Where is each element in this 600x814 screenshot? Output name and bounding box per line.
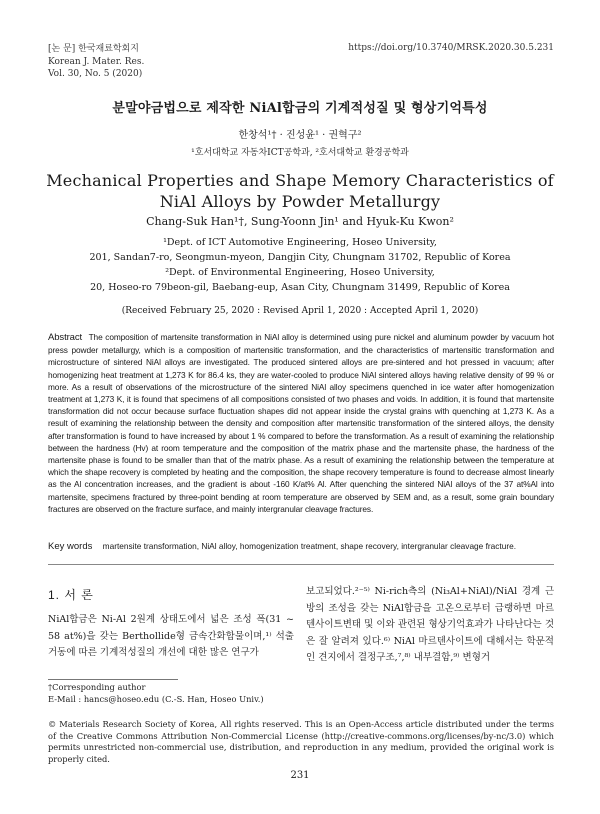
english-title-line: Mechanical Properties and Shape Memory Characteristics of — [46, 171, 554, 190]
english-authors: Chang-Suk Han¹†, Sung-Yoonn Jin¹ and Hyuk-Ku Kwon² — [146, 215, 454, 228]
affiliation-line: 201, Sandan7-ro, Seongmun-myeon, Dangjin City, Chungnam 31702, Republic of Korea — [89, 252, 511, 263]
section-divider — [48, 564, 554, 565]
corresponding-author: †Corresponding author — [48, 682, 146, 692]
section-title: 1. 서 론 — [48, 588, 94, 602]
korean-affiliation: ¹호서대학교 자동차ICT공학과, ²호서대학교 환경공학과 — [191, 148, 409, 158]
author-email: E-Mail : hancs@hoseo.edu (C.-S. Han, Hoseo Univ.) — [48, 693, 264, 704]
journal-category: [논 문] 한국재료학회지 — [48, 44, 139, 54]
doi-link[interactable]: https://doi.org/10.3740/MRSK.2020.30.5.231 — [348, 43, 554, 53]
affiliation-line: ²Dept. of Environmental Engineering, Hoseo University, — [165, 267, 435, 278]
affiliation-line: 20, Hoseo-ro 79beon-gil, Baebang-eup, Asan City, Chungnam 31499, Republic of Korea — [90, 282, 510, 293]
english-title — [0, 170, 600, 212]
journal-header — [48, 43, 144, 81]
footnote-block — [48, 682, 554, 705]
body-left-column: NiAl합금은 Ni-Al 2원계 상태도에서 넓은 조성 폭(31 ~ 58 at%)을 갖는 Berthollide형 금속간화합물이며,¹⁾ 석출거동에 따른 기계적성질의 개선에 대한 많은 연구가 — [48, 614, 294, 658]
affiliation-line: ¹Dept. of ICT Automotive Engineering, Hoseo University, — [163, 237, 437, 248]
korean-title: 분말야금법으로 제작한 NiAl합금의 기계적성질 및 형상기억특성 — [112, 101, 488, 116]
keywords-text: martensite transformation, NiAl alloy, homogenization treatment, shape recovery, intergranular cleavage fracture. — [102, 541, 517, 551]
english-affiliations — [0, 235, 600, 295]
body-right-column: 보고되었다.²⁻⁵⁾ Ni-rich측의 (Ni₃Al+NiAl)/NiAl 경계 근방의 조성을 갖는 NiAl합금을 고온으로부터 급랭하면 마르텐사이트변태 및 이와 관련된 형상기억효과가 나타난다는 것은 잘 알려져 있다.⁶⁾ NiAl 마르텐사이트에 대해서는 학문적인 견지에서 결정구조,⁷,⁸⁾ 내부결함,⁹⁾ 변형거 — [306, 586, 554, 663]
page-number: 231 — [290, 770, 310, 781]
footnote-divider — [48, 679, 178, 680]
keywords-label: Key words — [48, 541, 93, 552]
journal-name: Korean J. Mater. Res. — [48, 56, 145, 67]
abstract-label: Abstract — [48, 332, 83, 343]
keywords — [48, 541, 558, 552]
abstract-text: The composition of martensite transformation in NiAl alloy is determined using pure nickel and aluminum powder by vacuum hot press powder metallurgy, which is a composition of martensitic transformation, and the characteristics of martensitic transformation and microstructure of sintered NiAl alloys are investigated. The produced sintered alloys are pre-sintered and hot pressed in vacuum; after homogenizing heat treatment at 1,273 K for 86.4 ks, they are water-cooled to produce NiAl sintered alloys having relative density of 99 % or more. As a result of observations of the microstructure of the sintered NiAl alloy specimens quenched in ice water after homogenization treatment at 1,273 K, it is found that specimens of all compositions consisted of two phases and voids. In addition, it is found that martensite transformation did not occur because surface fluctuation shapes did not appear inside the crystal grains with quenching at 1,273 K. As a result of examining the relationship between the density and composition after martensitic transformation of the sintered alloys, the density after transformation is found to have increased by about 1 % compared to before the transformation. As a result of examining the relationship between the hardness (Hv) at room temperature and the composition of the matrix phase and the martensite phase, the hardness of the martensite phase is found to be smaller than that of the matrix phase. As a result of examining the relationship between the temperature at which the shape recovery is completed by heating and the composition, the shape recovery temperature is found to decrease almost linearly as the Al concentration increases, and the gradient is about -160 K/at% Al. After quenching the sintered NiAl alloys of the 37 at%Al into martensite, specimens fractured by three-point bending at room temperature are observed by SEM and, as a result, some grain boundary fractures are observed on the fracture surface, and mainly intergranular cleavage fractures. — [48, 332, 554, 514]
abstract — [48, 331, 554, 515]
english-title-line: NiAl Alloys by Powder Metallurgy — [159, 192, 441, 211]
korean-authors: 한창석¹† · 진성윤¹ · 권혁구² — [238, 130, 362, 141]
license-notice: © Materials Research Society of Korea, All rights reserved. This is an Open-Access article distributed under the terms of the Creative Commons Attribution Non-Commercial License (http://creative-commons.org/licenses/by-nc/3.0) which permits unrestricted non-commercial use, distribution, and reproduction in any medium, provided the original work is properly cited. — [48, 719, 554, 764]
received-dates: (Received February 25, 2020 : Revised April 1, 2020 : Accepted April 1, 2020) — [121, 306, 479, 316]
journal-volume: Vol. 30, No. 5 (2020) — [48, 69, 143, 79]
